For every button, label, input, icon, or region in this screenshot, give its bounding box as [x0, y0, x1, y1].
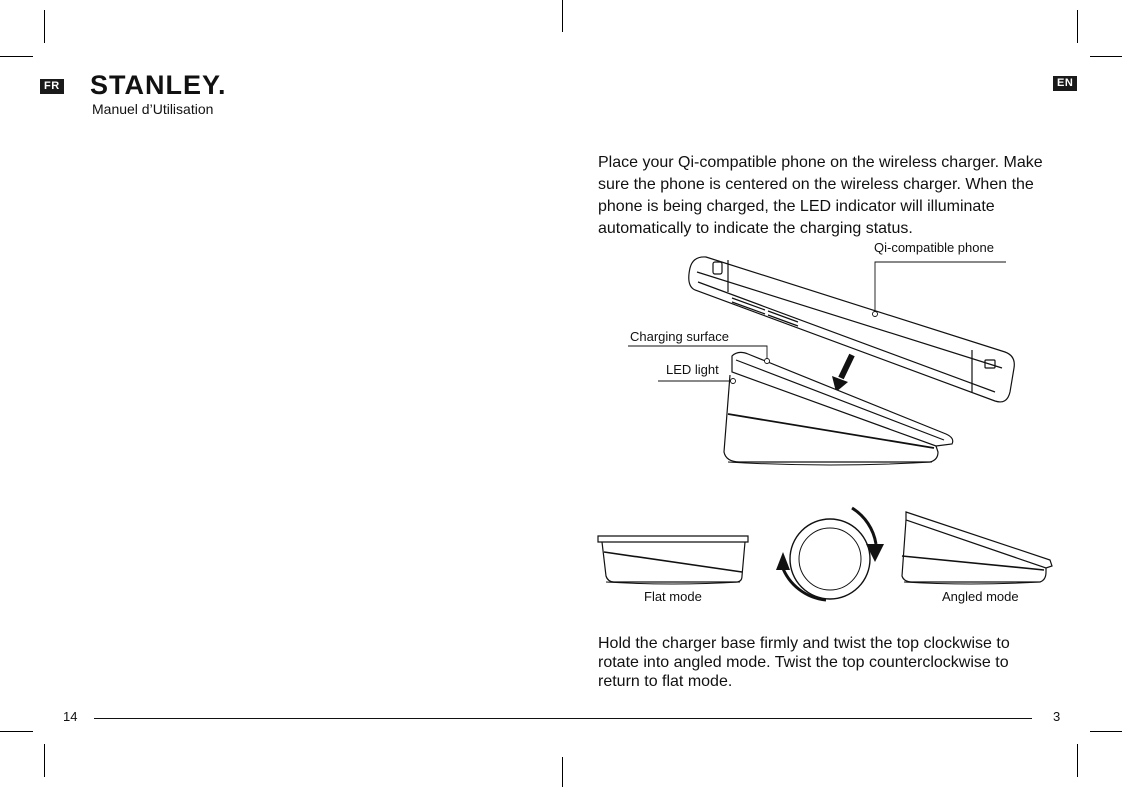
manual-subtitle: Manuel d’Utilisation: [92, 101, 214, 117]
charger-flat-small: [598, 536, 748, 584]
intro-paragraph: Place your Qi-compatible phone on the wireless charger. Make sure the phone is centered on the wireless charger. When the phone is being charged, the LED indicator will illuminate automatically to indicate the charging status.: [598, 154, 1043, 237]
label-led-light: LED light: [666, 362, 719, 377]
rotation-dial-icon: [776, 508, 884, 600]
instructions-paragraph: Hold the charger base firmly and twist the top clockwise to rotate into angled mode. Twist the top counterclockwise to return to flat mode.: [598, 635, 1010, 690]
label-flat-mode: Flat mode: [644, 589, 702, 604]
language-badge-fr: FR: [40, 79, 64, 94]
label-angled-mode: Angled mode: [942, 589, 1019, 604]
label-qi-phone: Qi-compatible phone: [874, 240, 994, 255]
arrow-down-icon: [832, 355, 852, 392]
page-number-right: 3: [1053, 709, 1061, 724]
brand-logo: STANLEY.: [90, 70, 227, 100]
phone-illustration: [689, 257, 1015, 402]
language-badge-en: EN: [1053, 76, 1077, 91]
charger-angled-small: [902, 512, 1052, 584]
label-charging-surface: Charging surface: [630, 329, 729, 344]
page-number-left: 14: [63, 709, 78, 724]
